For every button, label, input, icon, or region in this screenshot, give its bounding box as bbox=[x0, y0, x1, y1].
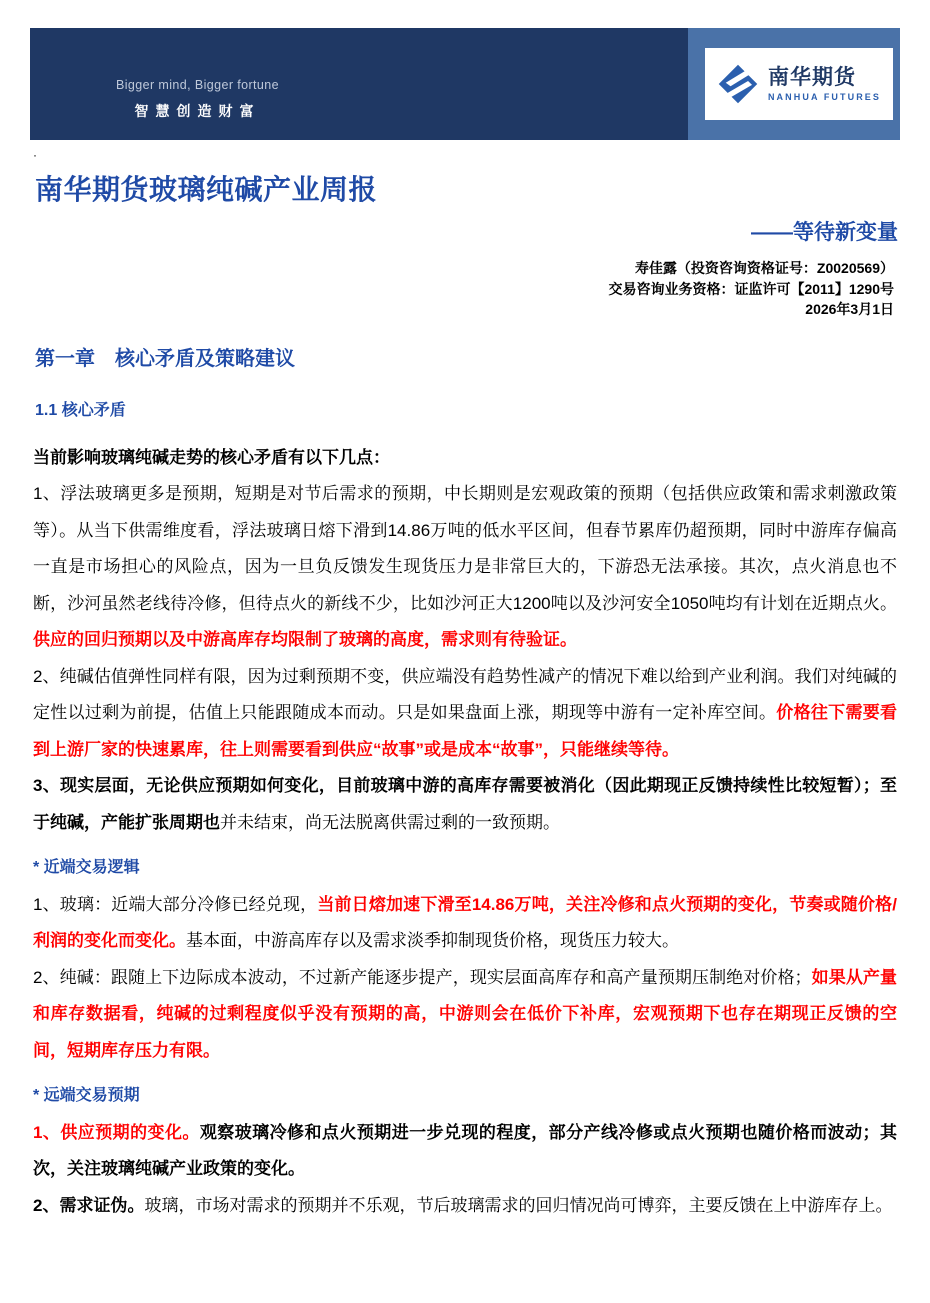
qualification-line: 交易咨询业务资格：证监许可【2011】1290号 bbox=[608, 280, 894, 297]
body-text: 1、浮法玻璃更多是预期，短期是对节后需求的预期，中长期则是宏观政策的预期（包括供应政策和需求刺激政策等）。从当下供需维度看，浮法玻璃日熔下滑到14.86万吨的低水平区间，但春节累库仍超预期，同时中游库存偏高一直是市场担心的风险点，因为一旦负反馈发生现货压力是非常巨大的，下游恐无法承接。其次，点火消息也不断，沙河虽然老线待冷修，但待点火的新线不少，比如沙河正大1200吨以及沙河安全1050吨均有计划在近期点火。 bbox=[33, 484, 897, 613]
far-term-paragraph-supply bbox=[33, 1115, 897, 1188]
near-term-heading: * 近端交易逻辑 bbox=[33, 859, 140, 876]
highlight-red-text: 价格往下需要看到上游厂家的快速累库，往上则需要看到供应“故事”或是成本“故事”，只能继续等待。 bbox=[33, 703, 898, 759]
banner-right-panel bbox=[688, 28, 900, 140]
far-term-heading: * 远端交易预期 bbox=[33, 1087, 140, 1104]
nanhua-diamond-icon bbox=[717, 63, 759, 105]
report-subtitle: ——等待新变量 bbox=[751, 221, 898, 244]
body-text: 1、玻璃：近端大部分冷修已经兑现， bbox=[33, 894, 318, 914]
author-block bbox=[0, 258, 894, 320]
banner-taglines bbox=[85, 78, 310, 121]
logo-wordmark bbox=[768, 67, 881, 102]
report-title: 南华期货玻璃纯碱产业周报 bbox=[35, 174, 378, 205]
bold-text: 观察玻璃冷修和点火预期进一步兑现的程度，部分产线冷修或点火预期也随价格而波动；其次，关注玻璃纯碱产业政策的变化。 bbox=[33, 1122, 897, 1178]
header-banner bbox=[30, 28, 900, 140]
tagline-chinese: 智慧创造财富 bbox=[134, 103, 261, 119]
logo-name-english: NANHUA FUTURES bbox=[767, 91, 882, 102]
stray-mark: · bbox=[33, 148, 37, 162]
near-term-paragraph-glass bbox=[33, 887, 897, 960]
section-heading: 1.1 核心矛盾 bbox=[35, 401, 126, 419]
report-body bbox=[33, 440, 897, 1225]
highlight-red-text: 供应的回归预期以及中游高库存均限制了玻璃的高度，需求则有待验证。 bbox=[33, 630, 577, 649]
paragraph-glass bbox=[33, 476, 897, 659]
report-date: 2026年3月1日 bbox=[805, 301, 894, 317]
paragraph-reality bbox=[33, 768, 897, 841]
body-text: 基本面，中游高库存以及需求淡季抑制现货价格，现货压力较大。 bbox=[186, 931, 679, 950]
body-text: 玻璃，市场对需求的预期并不乐观，节后玻璃需求的回归情况尚可博弈，主要反馈在上中游库存上。 bbox=[144, 1195, 893, 1215]
highlight-red-text: 1、供应预期的变化。 bbox=[33, 1122, 200, 1142]
logo-name-chinese: 南华期货 bbox=[767, 65, 856, 89]
far-term-paragraph-demand bbox=[33, 1188, 897, 1225]
tagline-english: Bigger mind, Bigger fortune bbox=[116, 78, 279, 92]
highlight-red-text: 如果从产量和库存数据看，纯碱的过剩程度似乎没有预期的高，中游则会在低价下补库，宏观预期下也存在期现正反馈的空间，短期库存压力有限。 bbox=[33, 967, 898, 1060]
author-line: 寿佳露（投资咨询资格证号：Z0020569） bbox=[634, 260, 894, 276]
intro-text: 当前影响玻璃纯碱走势的核心矛盾有以下几点： bbox=[33, 447, 390, 467]
body-text: 2、纯碱：跟随上下边际成本波动，不过新产能逐步提产，现实层面高库存和高产量预期压制绝对价格； bbox=[33, 967, 812, 987]
near-term-paragraph-soda bbox=[33, 960, 897, 1070]
bold-text: 3、现实层面，无论供应预期如何变化，目前玻璃中游的高库存需要被消化（因此期现正反馈持续性比较短暂）；至于纯碱，产能扩张周期也 bbox=[33, 776, 897, 832]
chapter-heading: 第一章 核心矛盾及策略建议 bbox=[35, 347, 295, 370]
paragraph-soda bbox=[33, 659, 897, 769]
body-text: 2、纯碱估值弹性同样有限，因为过剩预期不变，供应端没有趋势性减产的情况下难以给到产业利润。我们对纯碱的定性以过剩为前提，估值上只能跟随成本而动。只是如果盘面上涨，期现等中游有一定补库空间。 bbox=[33, 666, 897, 722]
company-logo-card bbox=[705, 48, 893, 120]
body-text: 并未结束，尚无法脱离供需过剩的一致预期。 bbox=[220, 812, 560, 832]
highlight-red-text: 当前日熔加速下滑至14.86万吨，关注冷修和点火预期的变化，节奏或随价格/利润的变化而变化。 bbox=[33, 894, 897, 950]
intro-paragraph bbox=[33, 440, 897, 477]
bold-text: 2、需求证伪。 bbox=[33, 1195, 145, 1215]
